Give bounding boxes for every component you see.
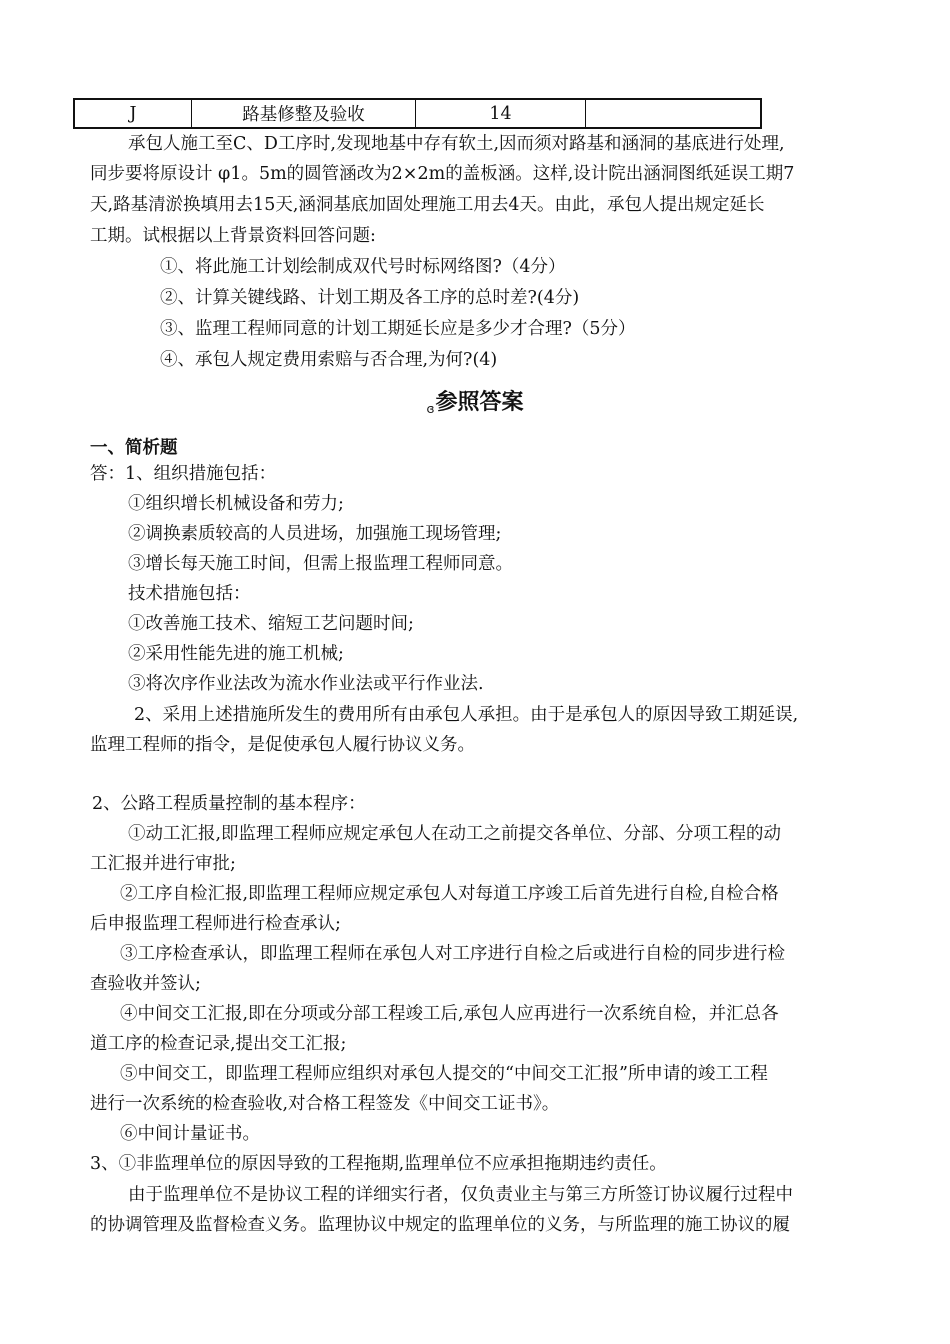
paragraph-line: 天,路基清淤换填用去15天,涵洞基底加固处理施工用去4天。由此，承包人提出规定延长 bbox=[90, 195, 765, 215]
answer-line: ①组织增长机械设备和劳力; bbox=[128, 494, 344, 514]
answer-line: 工汇报并进行审批; bbox=[90, 854, 236, 874]
answer-line: ③工序检查承认，即监理工程师在承包人对工序进行自检之后或进行自检的同步进行检 bbox=[120, 944, 785, 964]
answer-line: 由于监理单位不是协议工程的详细实行者，仅负责业主与第三方所签订协议履行过程中 bbox=[128, 1185, 793, 1205]
answer-line: 监理工程师的指令，是促使承包人履行协议义务。 bbox=[90, 735, 475, 755]
schedule-table-row bbox=[73, 98, 762, 129]
question-item: ③、监理工程师同意的计划工期延长应是多少才合理?（5分） bbox=[160, 319, 636, 339]
answer-line: 查验收并签认; bbox=[90, 974, 201, 994]
answer-line: ③增长每天施工时间，但需上报监理工程师同意。 bbox=[128, 554, 513, 574]
answer-line: ②调换素质较高的人员进场，加强施工现场管理; bbox=[128, 524, 502, 544]
answer-line: 后申报监理工程师进行检查承认; bbox=[90, 914, 341, 934]
question-item: ②、计算关键线路、计划工期及各工序的总时差?(4分) bbox=[160, 288, 580, 308]
answer-line: ③将次序作业法改为流水作业法或平行作业法. bbox=[128, 674, 484, 694]
heading-mark: ɞ bbox=[426, 402, 435, 416]
table-cell-task: 路基修整及验收 bbox=[192, 100, 416, 127]
section-title: 一、简析题 bbox=[90, 438, 178, 458]
answer-line: ②采用性能先进的施工机械; bbox=[128, 644, 344, 664]
answer-heading bbox=[0, 385, 950, 416]
question-item: ④、承包人规定费用索赔与否合理,为何?(4) bbox=[160, 350, 498, 370]
answer-line: 进行一次系统的检查验收,对合格工程签发《中间交工证书》。 bbox=[90, 1094, 560, 1114]
answer-line: 技术措施包括： bbox=[128, 584, 251, 604]
paragraph-line: 承包人施工至C、D工序时,发现地基中存有软土,因而须对路基和涵洞的基底进行处理, bbox=[128, 134, 785, 154]
answer-line: ⑥中间计量证书。 bbox=[120, 1124, 260, 1144]
answer-line: 的协调管理及监督检查义务。监理协议中规定的监理单位的义务，与所监理的施工协议的履 bbox=[90, 1215, 790, 1235]
answer-line: ①动工汇报,即监理工程师应规定承包人在动工之前提交各单位、分部、分项工程的动 bbox=[128, 824, 782, 844]
table-cell-blank bbox=[586, 100, 760, 127]
answer-line: ①改善施工技术、缩短工艺问题时间; bbox=[128, 614, 414, 634]
table-cell-code: J bbox=[75, 100, 192, 127]
paragraph-line: 同步要将原设计 φ1。5m的圆管涵改为2×2m的盖板涵。这样,设计院出涵洞图纸延误工期7 bbox=[90, 164, 795, 184]
answer-line: 3、①非监理单位的原因导致的工程拖期,监理单位不应承担拖期违约责任。 bbox=[90, 1154, 667, 1174]
answer-line: ②工序自检汇报,即监理工程师应规定承包人对每道工序竣工后首先进行自检,自检合格 bbox=[120, 884, 779, 904]
table-cell-duration: 14 bbox=[416, 100, 586, 127]
question-item: ①、将此施工计划绘制成双代号时标网络图?（4分） bbox=[160, 257, 566, 277]
answer-line: 道工序的检查记录,提出交工汇报; bbox=[90, 1034, 347, 1054]
answer-line: ④中间交工汇报,即在分项或分部工程竣工后,承包人应再进行一次系统自检，并汇总各 bbox=[120, 1004, 779, 1024]
answer-line: 答：1、组织措施包括： bbox=[90, 464, 277, 484]
answer-line: 2、公路工程质量控制的基本程序： bbox=[92, 794, 366, 814]
answer-line: 2、采用上述措施所发生的费用所有由承包人承担。由于是承包人的原因导致工期延误, bbox=[134, 705, 799, 725]
paragraph-line: 工期。试根据以上背景资料回答问题: bbox=[90, 226, 376, 246]
answer-line: ⑤中间交工，即监理工程师应组织对承包人提交的“中间交工汇报”所申请的竣工工程 bbox=[120, 1064, 768, 1084]
answer-heading-text: 参照答案 bbox=[435, 390, 524, 415]
